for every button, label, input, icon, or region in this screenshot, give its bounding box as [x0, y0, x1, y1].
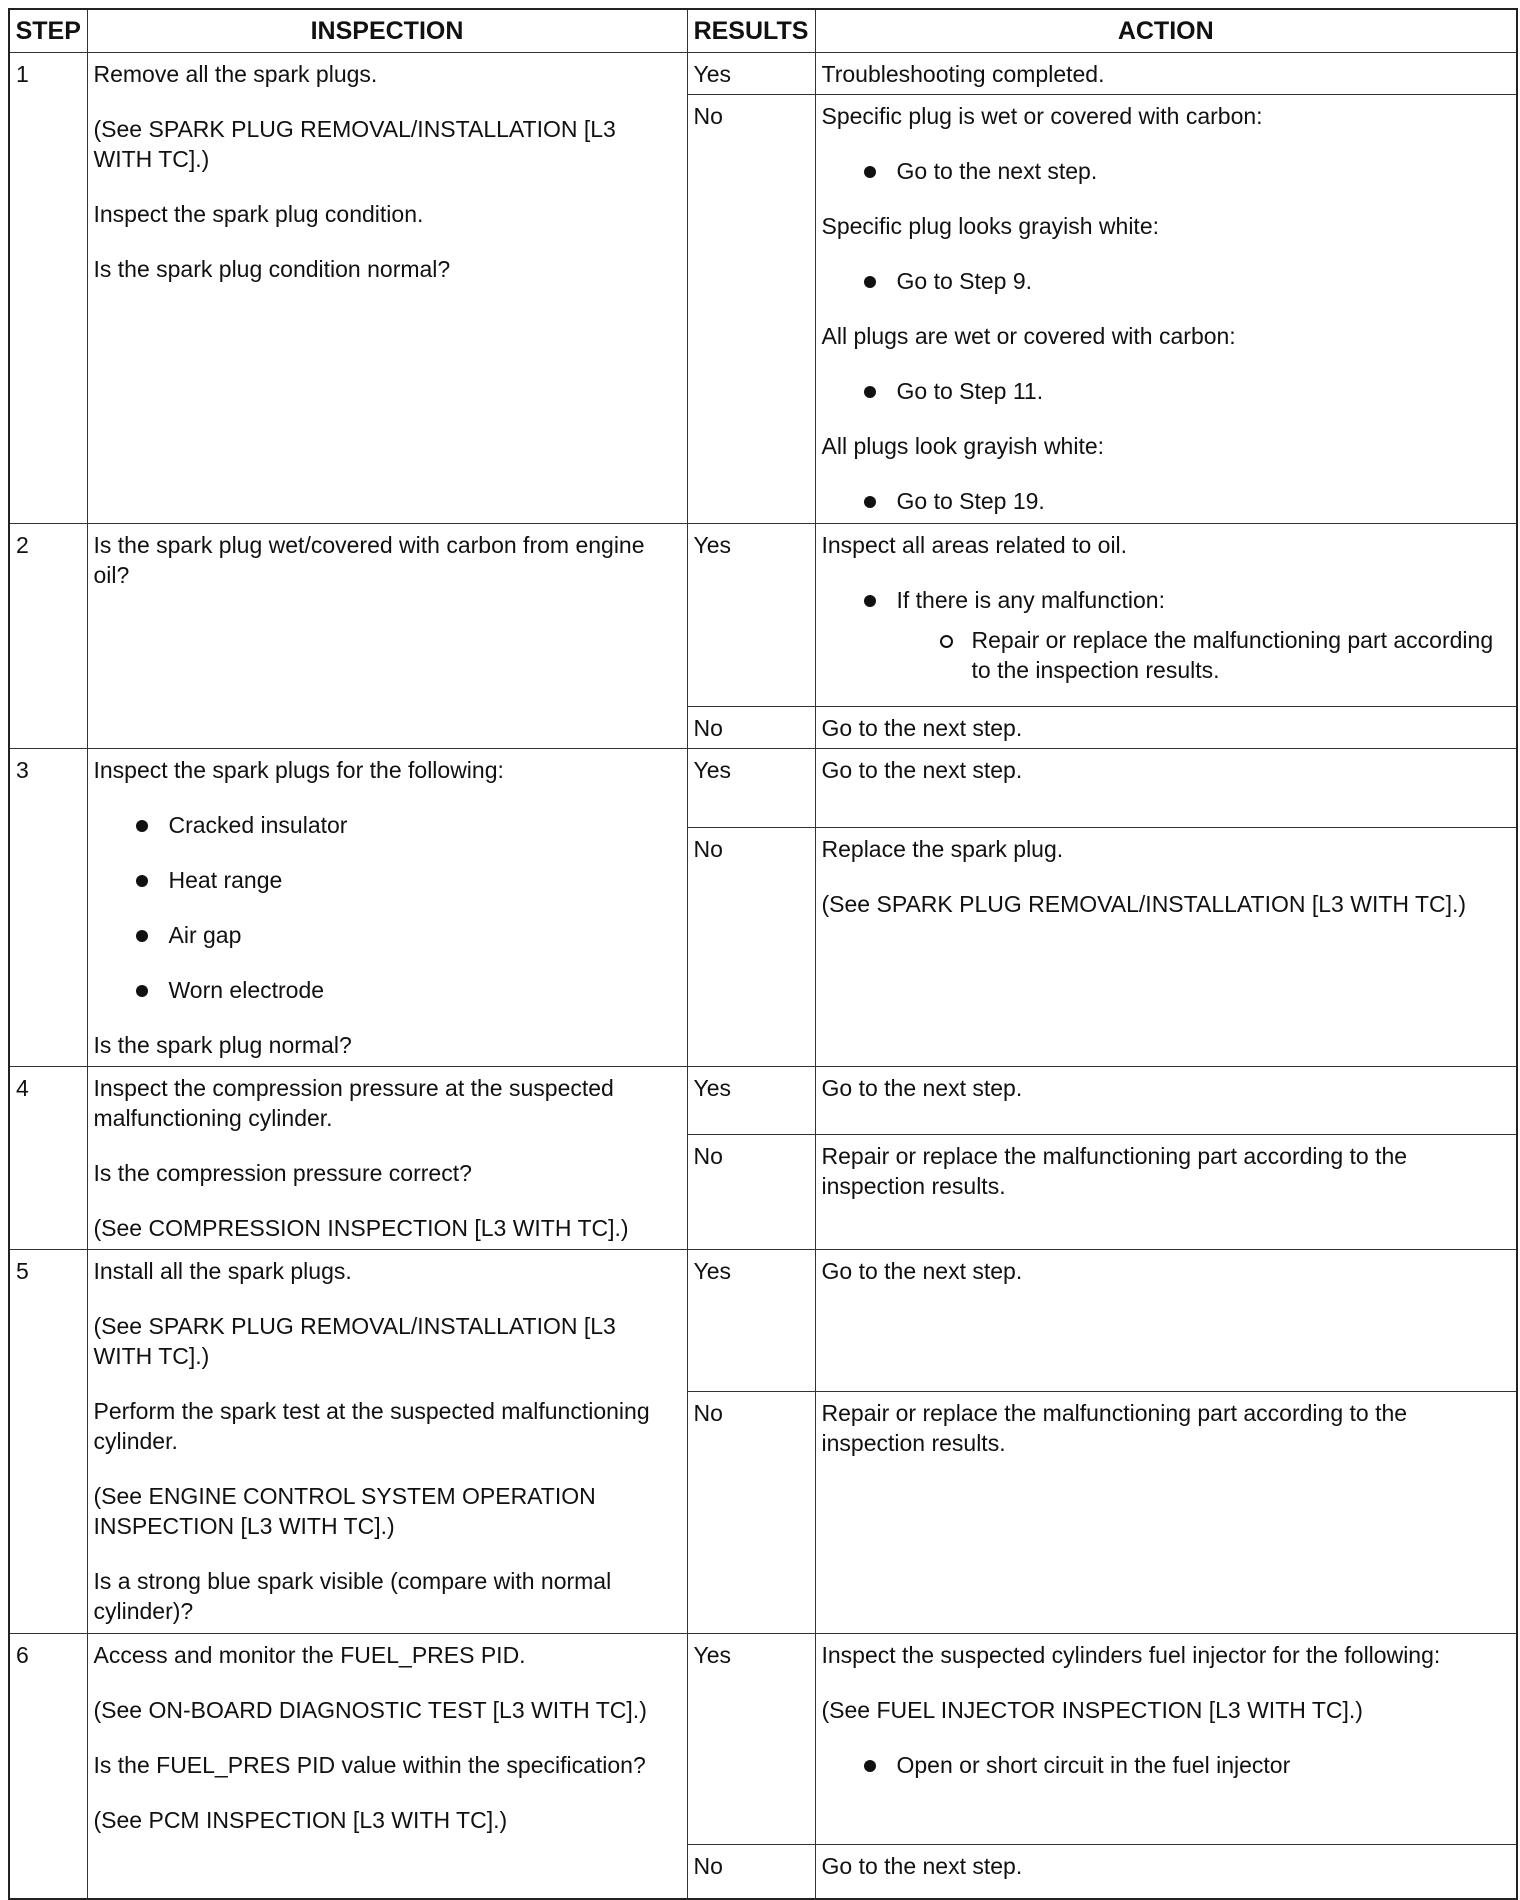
action-text: Inspect all areas related to oil. [821, 532, 1128, 558]
result-no: No [687, 707, 815, 749]
table-row [9, 749, 1517, 828]
result-no: No [687, 828, 815, 1067]
troubleshooting-table [8, 8, 1518, 1900]
step-number: 6 [9, 1634, 87, 1899]
step-number: 4 [9, 1067, 87, 1250]
action-text: All plugs are wet or covered with carbon: [821, 323, 1236, 349]
result-no: No [687, 1845, 815, 1899]
header-results: RESULTS [687, 9, 815, 53]
header-inspection: INSPECTION [87, 9, 687, 53]
action-bullet: Open or short circuit in the fuel injector [822, 1750, 1511, 1780]
inspection-cell [87, 524, 687, 749]
action-text: All plugs look grayish white: [821, 433, 1105, 459]
inspection-text: Inspect the spark plugs for the following: [93, 757, 504, 783]
inspection-reference: (See ON-BOARD DIAGNOSTIC TEST [L3 WITH TC].) [93, 1697, 647, 1723]
result-yes: Yes [687, 1067, 815, 1135]
inspection-question: Is the spark plug condition normal? [93, 256, 451, 282]
action-no [815, 828, 1517, 1067]
inspection-reference: (See SPARK PLUG REMOVAL/INSTALLATION [L3 WITH TC].) [93, 1313, 616, 1369]
table-row [9, 53, 1517, 95]
action-yes [815, 524, 1517, 707]
inspection-reference: (See ENGINE CONTROL SYSTEM OPERATION INSPECTION [L3 WITH TC].) [93, 1483, 596, 1539]
inspection-reference: (See COMPRESSION INSPECTION [L3 WITH TC].) [93, 1215, 629, 1241]
inspection-text: Remove all the spark plugs. [93, 61, 378, 87]
inspection-bullet: Air gap [94, 920, 681, 950]
action-no: Repair or replace the malfunctioning part according to the inspection results. [815, 1135, 1517, 1250]
action-no: Go to the next step. [815, 707, 1517, 749]
inspection-question: Is the compression pressure correct? [93, 1160, 472, 1186]
inspection-bullet: Worn electrode [94, 975, 681, 1005]
action-bullet: Go to Step 19. [822, 486, 1511, 516]
inspection-cell [87, 1634, 687, 1899]
result-yes: Yes [687, 1250, 815, 1392]
step-number: 2 [9, 524, 87, 749]
table-row [9, 1067, 1517, 1135]
inspection-bullet: Cracked insulator [94, 810, 681, 840]
result-yes: Yes [687, 53, 815, 95]
inspection-text: Access and monitor the FUEL_PRES PID. [93, 1642, 526, 1668]
action-yes: Go to the next step. [815, 749, 1517, 828]
action-reference: (See FUEL INJECTOR INSPECTION [L3 WITH TC].) [821, 1697, 1363, 1723]
action-text: Inspect the suspected cylinders fuel injector for the following: [821, 1642, 1441, 1668]
action-text: Specific plug is wet or covered with carbon: [821, 103, 1263, 129]
action-yes: Go to the next step. [815, 1250, 1517, 1392]
step-number: 5 [9, 1250, 87, 1634]
inspection-question: Is the FUEL_PRES PID value within the specification? [93, 1752, 646, 1778]
inspection-cell [87, 53, 687, 524]
action-sub-bullet: Repair or replace the malfunctioning part according to the inspection results. [822, 625, 1511, 685]
action-text: Replace the spark plug. [821, 836, 1064, 862]
action-yes [815, 1634, 1517, 1845]
inspection-text: Inspect the spark plug condition. [93, 201, 424, 227]
action-bullet-text: If there is any malfunction: [896, 587, 1165, 613]
action-reference: (See SPARK PLUG REMOVAL/INSTALLATION [L3 WITH TC].) [821, 891, 1467, 917]
inspection-question: Is the spark plug wet/covered with carbon from engine oil? [93, 532, 645, 588]
inspection-question: Is the spark plug normal? [93, 1032, 352, 1058]
action-no [815, 95, 1517, 524]
result-no: No [687, 1392, 815, 1634]
action-yes: Troubleshooting completed. [815, 53, 1517, 95]
result-yes: Yes [687, 749, 815, 828]
inspection-reference: (See SPARK PLUG REMOVAL/INSTALLATION [L3 WITH TC].) [93, 116, 616, 172]
inspection-cell [87, 749, 687, 1067]
action-bullet: Go to Step 9. [822, 266, 1511, 296]
inspection-cell [87, 1250, 687, 1634]
result-yes: Yes [687, 1634, 815, 1845]
action-no: Go to the next step. [815, 1845, 1517, 1899]
action-yes: Go to the next step. [815, 1067, 1517, 1135]
step-number: 1 [9, 53, 87, 524]
action-bullet: Go to Step 11. [822, 376, 1511, 406]
inspection-text: Install all the spark plugs. [93, 1258, 352, 1284]
action-no: Repair or replace the malfunctioning part according to the inspection results. [815, 1392, 1517, 1634]
inspection-text: Perform the spark test at the suspected malfunctioning cylinder. [93, 1398, 650, 1454]
table-row [9, 524, 1517, 707]
header-row [9, 9, 1517, 53]
header-step: STEP [9, 9, 87, 53]
inspection-text: Inspect the compression pressure at the suspected malfunctioning cylinder. [93, 1075, 614, 1131]
action-bullet: Go to the next step. [822, 156, 1511, 186]
inspection-cell [87, 1067, 687, 1250]
header-action: ACTION [815, 9, 1517, 53]
step-number: 3 [9, 749, 87, 1067]
table-row [9, 1634, 1517, 1845]
inspection-bullet: Heat range [94, 865, 681, 895]
result-yes: Yes [687, 524, 815, 707]
table-row [9, 1250, 1517, 1392]
result-no: No [687, 95, 815, 524]
action-bullet [822, 585, 1511, 685]
inspection-question: Is a strong blue spark visible (compare with normal cylinder)? [93, 1568, 612, 1624]
action-text: Specific plug looks grayish white: [821, 213, 1159, 239]
result-no: No [687, 1135, 815, 1250]
inspection-reference: (See PCM INSPECTION [L3 WITH TC].) [93, 1807, 508, 1833]
